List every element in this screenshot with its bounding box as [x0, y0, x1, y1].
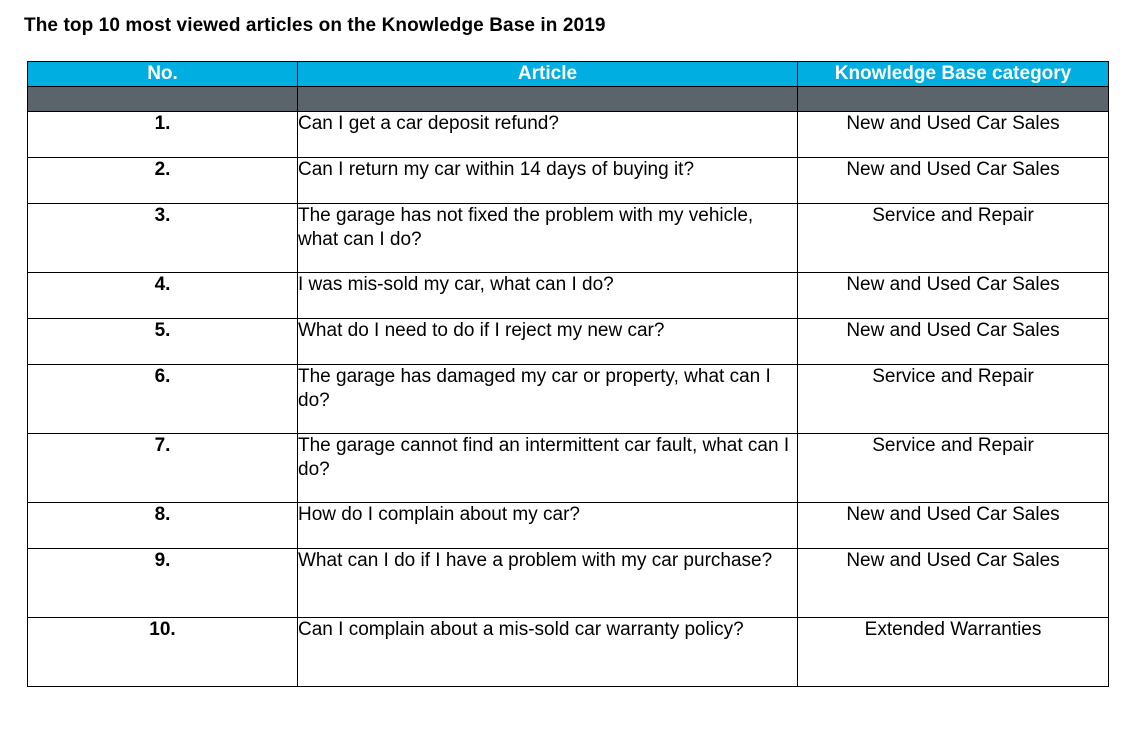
table-row	[28, 319, 1109, 365]
table-row	[28, 365, 1109, 434]
column-header-no: No.	[28, 62, 298, 87]
article-title: How do I complain about my car?	[298, 503, 798, 549]
article-category: New and Used Car Sales	[798, 158, 1109, 204]
article-category: New and Used Car Sales	[798, 273, 1109, 319]
article-category: Extended Warranties	[798, 618, 1109, 687]
page-title: The top 10 most viewed articles on the Knowledge Base in 2019	[24, 15, 606, 36]
row-number: 2.	[28, 158, 298, 204]
article-category: New and Used Car Sales	[798, 112, 1109, 158]
table-row	[28, 158, 1109, 204]
top-articles-table	[27, 61, 1109, 687]
table-row	[28, 503, 1109, 549]
table-row	[28, 549, 1109, 618]
row-number: 8.	[28, 503, 298, 549]
table-subheader-row	[28, 87, 1109, 112]
table-row	[28, 434, 1109, 503]
table-row	[28, 112, 1109, 158]
article-title: The garage cannot find an intermittent car fault, what can I do?	[298, 434, 798, 503]
article-category: Service and Repair	[798, 434, 1109, 503]
article-title: The garage has damaged my car or property, what can I do?	[298, 365, 798, 434]
article-title: Can I get a car deposit refund?	[298, 112, 798, 158]
article-title: Can I return my car within 14 days of buying it?	[298, 158, 798, 204]
article-category: New and Used Car Sales	[798, 549, 1109, 618]
table-row	[28, 618, 1109, 687]
row-number: 7.	[28, 434, 298, 503]
row-number: 10.	[28, 618, 298, 687]
article-title: What do I need to do if I reject my new car?	[298, 319, 798, 365]
row-number: 3.	[28, 204, 298, 273]
table-header-row	[28, 62, 1109, 87]
article-category: New and Used Car Sales	[798, 503, 1109, 549]
column-header-article: Article	[298, 62, 798, 87]
article-title: I was mis-sold my car, what can I do?	[298, 273, 798, 319]
table-row	[28, 204, 1109, 273]
row-number: 1.	[28, 112, 298, 158]
subheader-cell	[28, 87, 298, 112]
article-title: The garage has not fixed the problem with my vehicle, what can I do?	[298, 204, 798, 273]
column-header-category: Knowledge Base category	[798, 62, 1109, 87]
table-row	[28, 273, 1109, 319]
article-category: New and Used Car Sales	[798, 319, 1109, 365]
article-category: Service and Repair	[798, 365, 1109, 434]
row-number: 5.	[28, 319, 298, 365]
row-number: 4.	[28, 273, 298, 319]
article-title: What can I do if I have a problem with my car purchase?	[298, 549, 798, 618]
article-category: Service and Repair	[798, 204, 1109, 273]
row-number: 9.	[28, 549, 298, 618]
row-number: 6.	[28, 365, 298, 434]
subheader-cell	[298, 87, 798, 112]
subheader-cell	[798, 87, 1109, 112]
article-title: Can I complain about a mis-sold car warranty policy?	[298, 618, 798, 687]
